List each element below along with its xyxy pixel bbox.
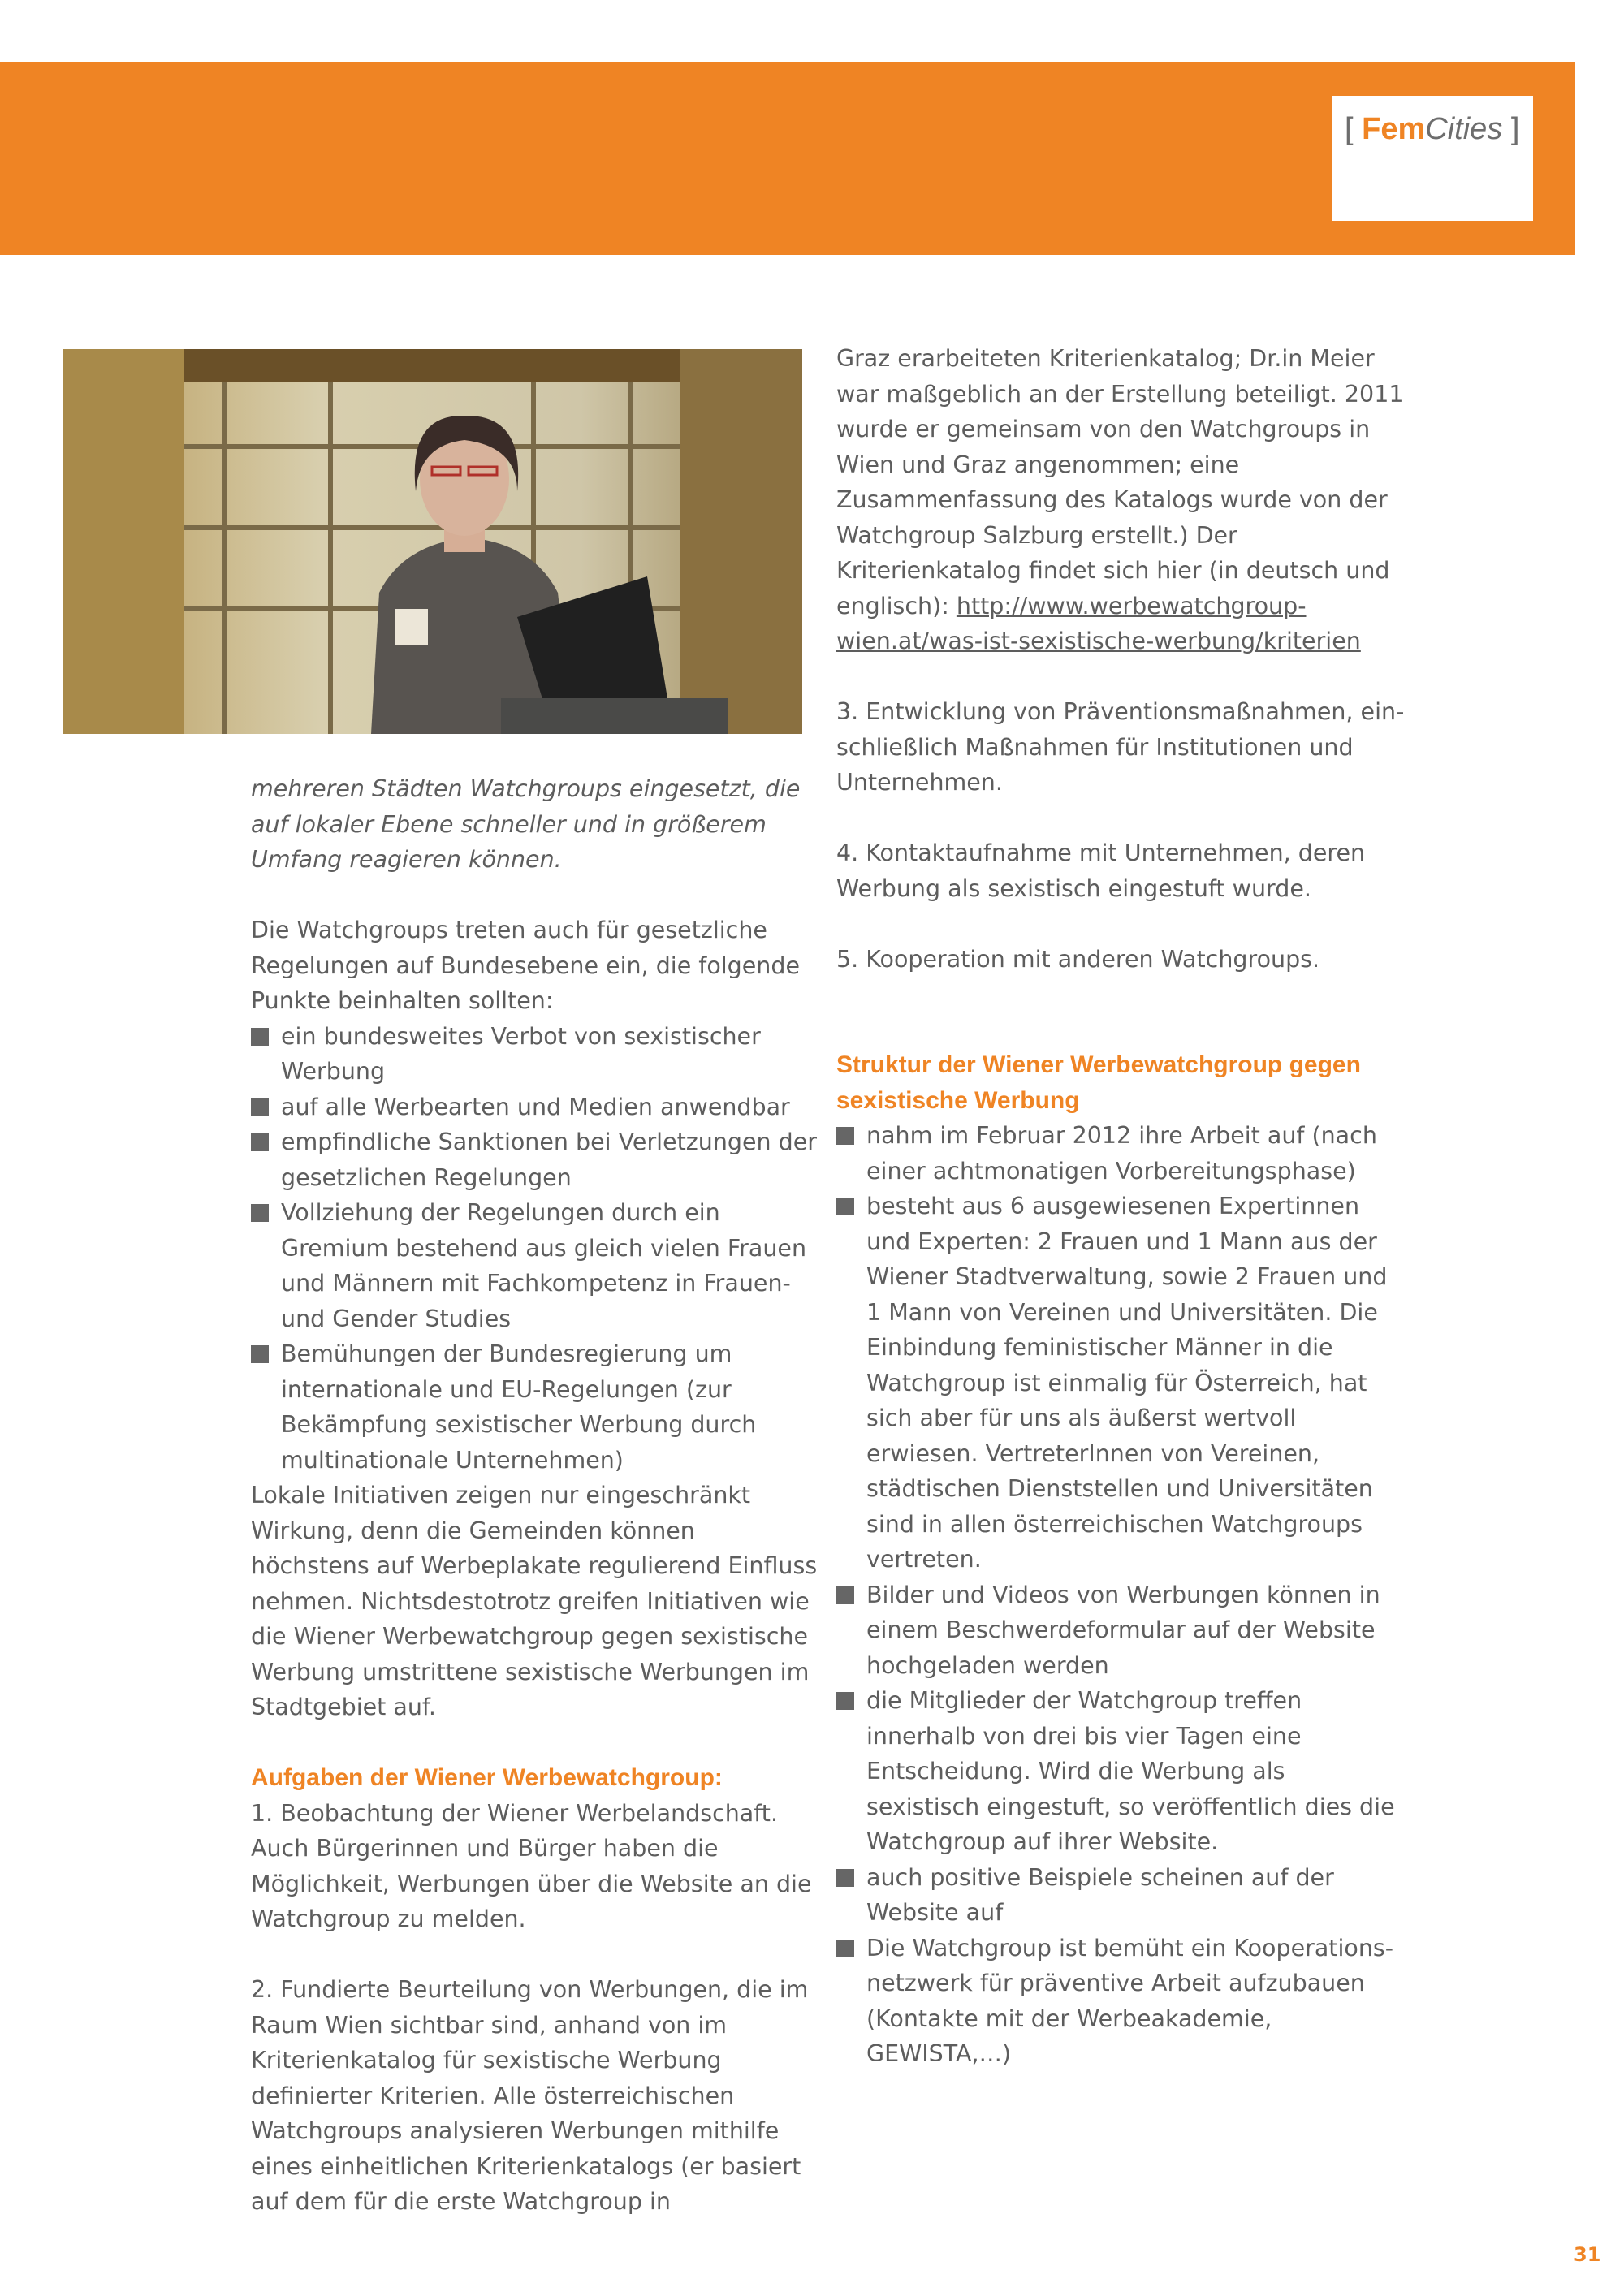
logo-cities: Cities (1425, 112, 1503, 146)
list-item: Bilder und Videos von Werbungen können in einem Beschwerdeformular auf der Website hochgeladen werden (836, 1577, 1405, 1684)
catalog-paragraph (836, 341, 1405, 659)
legislation-list (251, 1019, 819, 1478)
list-item: auf alle Werbearten und Medien anwendbar (251, 1090, 819, 1125)
right-column (836, 341, 1405, 2072)
list-item: Die Watchgroup ist bemüht ein Kooperationsnetzwerk für präventive Arbeit aufzubauen (Kontakte mit der Werbeakademie, GEWISTA,…) (836, 1931, 1405, 2072)
list-item: besteht aus 6 ausgewiesenen Expertinnen und Experten: 2 Frauen und 1 Mann aus der Wiener Stadtverwaltung, sowie 2 Frauen und 1 Mann von Vereinen und Universitäten. Die Einbindung feministischer Männer in die Watchgroup ist einmalig für Österreich, hat sich aber für uns als äußerst wertvoll erwiesen. VertreterInnen von Vereinen, städtischen Dienststellen und Universitäten sind in allen österreichischen Watchgroups vertreten. (836, 1189, 1405, 1577)
tasks-heading: Aufgaben der Wiener Werbewatchgroup: (251, 1764, 723, 1791)
task-2: 2. Fundierte Beurteilung von Werbungen, die im Raum Wien sichtbar sind, anhand von im Kriterienkatalog für sexistische Werbung definierter Kriterien. Alle österreichischen Watchgroups analysieren Werbungen mithilfe eines einheitlichen Kriterienkatalogs (er basiert auf dem für die erste Watchgroup in (251, 1976, 809, 2215)
logo-bracket-open: [ (1345, 112, 1354, 146)
list-item: Bemühungen der Bundesregierung um internationale und EU-Regelungen (zur Bekämpfung sexistischer Werbung durch multinationale Unternehmen) (251, 1336, 819, 1478)
task-4: 4. Kontaktaufnahme mit Unternehmen, deren Werbung als sexistisch eingestuft wurde. (836, 839, 1366, 902)
task-1: 1. Beobachtung der Wiener Werbelandschaft. Auch Bürgerinnen und Bürger haben die Möglichkeit, Werbungen über die Website an die Watchgroup zu melden. (251, 1799, 812, 1932)
list-item: die Mitglieder der Watchgroup treffen innerhalb von drei bis vier Tagen eine Entscheidung. Wird die Werbung als sexistisch eingestuft, so veröffentlich dies die Watchgroup auf ihrer Website. (836, 1683, 1405, 1860)
list-item: nahm im Februar 2012 ihre Arbeit auf (nach einer achtmonatigen Vorbereitungsphase) (836, 1118, 1405, 1189)
task-5: 5. Kooperation mit anderen Watchgroups. (836, 945, 1320, 973)
legislation-intro: Die Watchgroups treten auch für gesetzliche Regelungen auf Bundesebene ein, die folgende Punkte beinhalten sollten: (251, 917, 800, 1014)
list-item: auch positive Beispiele scheinen auf der Website auf (836, 1860, 1405, 1931)
catalog-text: Graz erarbeiteten Kriterienkatalog; Dr.in Meier war maßgeblich an der Erstellung beteiligt. 2011 wurde er gemeinsam von den Watchgroups in Wien und Graz angenommen; eine Zusammenfassung des Katalogs wurde von der Watchgroup Salzburg erstellt.) Der Kriterienkatalog findet sich hier (in deutsch und englisch): (836, 345, 1404, 619)
logo-bracket-close: ] (1510, 112, 1520, 146)
structure-heading: Struktur der Wiener Werbewatchgroup gegen sexistische Werbung (836, 1051, 1361, 1114)
speaker-photo (63, 349, 802, 734)
structure-list (836, 1118, 1405, 2072)
list-item: Vollziehung der Regelungen durch ein Gremium bestehend aus gleich vielen Frauen und Männern mit Fachkompetenz in Frauen- und Gender Studies (251, 1195, 819, 1336)
criteria-link[interactable]: http://www.werbewatchgroup-wien.at/was-ist-sexistische-werbung/kriterien (836, 592, 1361, 654)
left-column (251, 771, 819, 2220)
list-item: ein bundesweites Verbot von sexistischer Werbung (251, 1019, 819, 1090)
list-item: empfindliche Sanktionen bei Verletzungen der gesetzlichen Regelungen (251, 1124, 819, 1195)
page-number: 31 (1574, 2243, 1601, 2266)
local-initiatives-paragraph: Lokale Initiativen zeigen nur eingeschränkt Wirkung, denn die Gemeinden können höchstens auf Werbeplakate regulierend Einfluss nehmen. Nichtsdestotrotz greifen Initiativen wie die Wiener Werbewatchgroup gegen sexistische Werbung umstrittene sexistische Werbungen im Stadtgebiet auf. (251, 1482, 818, 1720)
task-3: 3. Entwicklung von Präventionsmaßnahmen, einschließlich Maßnahmen für Institutionen und Unternehmen. (836, 698, 1405, 796)
logo-fem: Fem (1362, 112, 1426, 146)
photo-caption: mehreren Städten Watchgroups eingesetzt, die auf lokaler Ebene schneller und in größerem Umfang reagieren können. (251, 775, 801, 873)
femcities-logo (1332, 96, 1533, 221)
